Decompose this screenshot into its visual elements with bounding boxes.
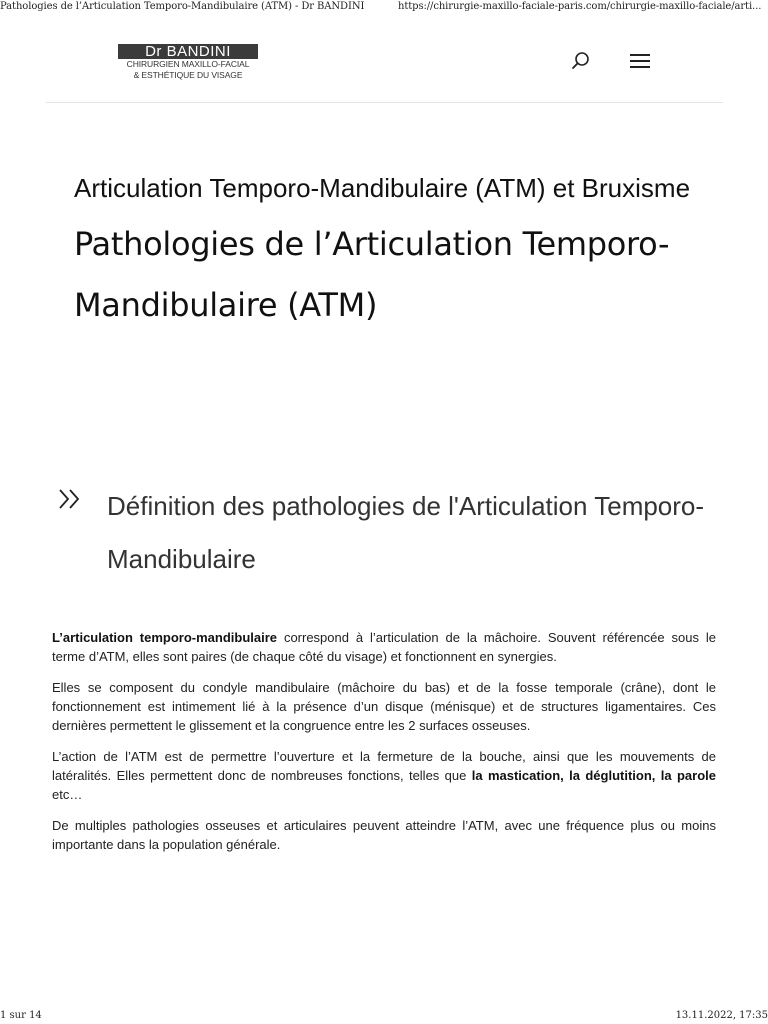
page-title: Pathologies de l’Articulation Temporo-Mandibulaire (ATM): [74, 225, 670, 324]
menu-button[interactable]: [628, 50, 652, 72]
logo-tagline-line1: CHIRURGIEN MAXILLO-FACIAL: [126, 59, 250, 69]
print-header-title: Pathologies de l’Articulation Temporo-Mandibulaire (ATM) - Dr BANDINI: [0, 1, 365, 12]
site-header: [46, 30, 723, 103]
paragraph-function: [52, 747, 716, 804]
paragraph-definition: [52, 628, 716, 666]
print-header-url: https://chirurgie-maxillo-faciale-paris.com/chirurgie-maxillo-faciale/arti...: [398, 1, 762, 12]
logo-name: Dr BANDINI: [118, 44, 258, 59]
site-logo[interactable]: [118, 44, 258, 81]
print-footer: [0, 1010, 768, 1024]
paragraph-text: correspond à l’articulation de la mâchoire. Souvent référencée sous le terme d’ATM, elles sont paires (de chaque côté du visage) et fonctionnent en synergies.: [52, 630, 717, 664]
paragraph-bold-functions: la mastication, la déglutition, la parole: [471, 768, 716, 783]
article-body: [52, 628, 716, 866]
paragraph-text: L’action de l’ATM est de permettre l’ouverture et la fermeture de la bouche, ainsi que les mouvements de latéralités. Elles permettent donc de nombreuses fonctions, telles que: [52, 749, 716, 783]
paragraph-composition: Elles se composent du condyle mandibulaire (mâchoire du bas) et de la fosse temporale (crâne), dont le fonctionnement est intimement lié à la présence d’un disque (ménisque) et de structures ligamentaires. Ces dernières permettent le glissement et la congruence entre les 2 surfaces osseuses.: [52, 680, 716, 733]
section-marker: [57, 488, 83, 510]
search-button[interactable]: [570, 50, 592, 72]
section-title: Définition des pathologies de l'Articulation Temporo-Mandibulaire: [107, 491, 705, 574]
logo-tagline-line2: & ESTHÉTIQUE DU VISAGE: [133, 70, 243, 80]
paragraph-pathologies: De multiples pathologies osseuses et articulaires peuvent atteindre l’ATM, avec une fréquence plus ou moins importante dans la population générale.: [52, 818, 716, 852]
print-header: [0, 0, 768, 16]
paragraph-text: etc…: [52, 787, 83, 802]
paragraph-bold-term: L’articulation temporo-mandibulaire: [52, 630, 278, 645]
double-chevron-right-icon: [57, 488, 83, 510]
hamburger-menu-icon: [628, 50, 652, 72]
page-supertitle: Articulation Temporo-Mandibulaire (ATM) et Bruxisme: [74, 173, 691, 203]
print-page-number: 1 sur 14: [0, 1010, 42, 1021]
search-icon: [570, 50, 592, 72]
print-datetime: 13.11.2022, 17:35: [675, 1010, 768, 1021]
